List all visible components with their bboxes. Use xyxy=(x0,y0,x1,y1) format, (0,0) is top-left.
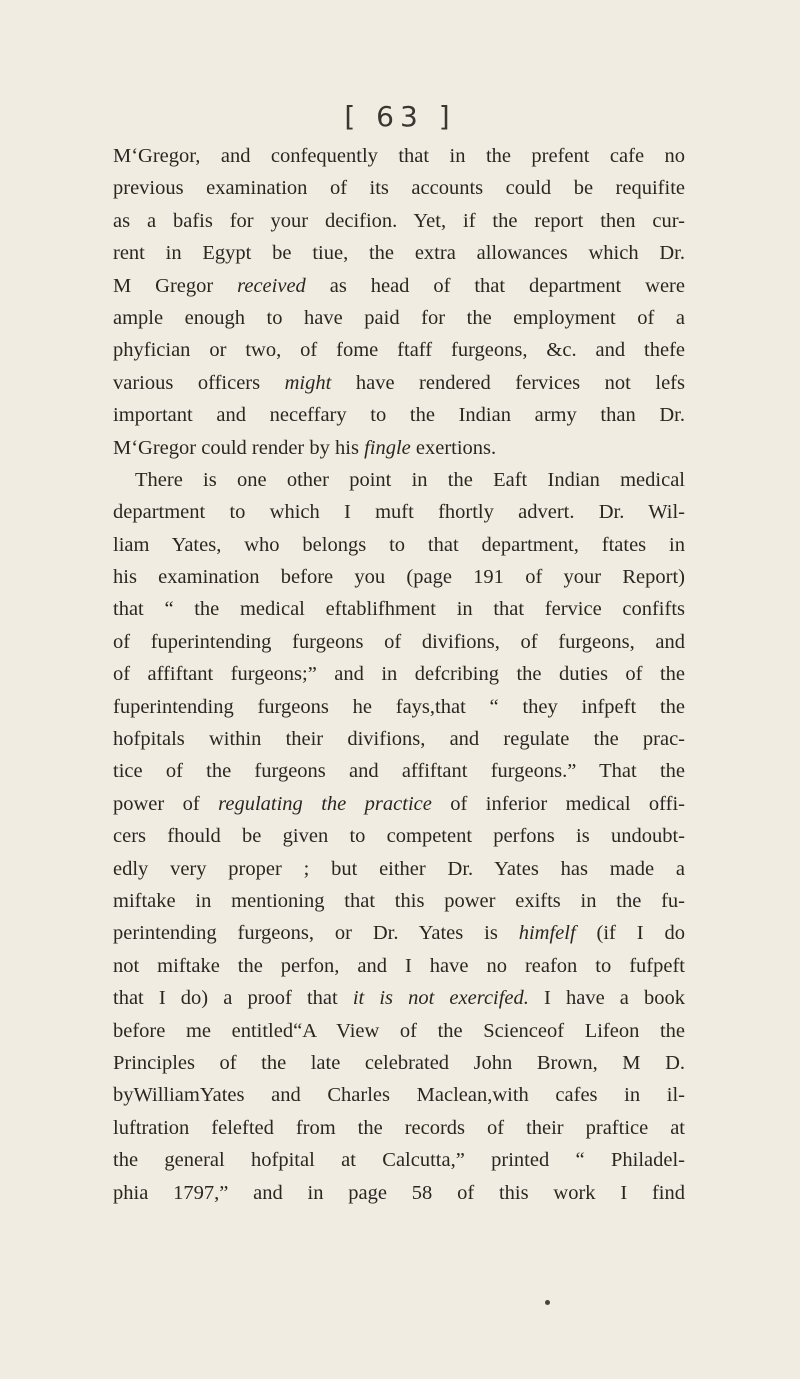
line-text: There is one other point in the Eaft Indian medical xyxy=(135,468,685,491)
text-line xyxy=(113,658,685,690)
italic-text: regulating the practice xyxy=(218,792,432,815)
line-text: luftration felefted from the records of their praftice at xyxy=(113,1116,685,1139)
line-text: as head of that department were xyxy=(305,274,685,297)
text-line xyxy=(113,237,685,269)
line-text: power of xyxy=(113,792,219,815)
italic-text: himfelf xyxy=(518,922,576,945)
line-text: previous examination of its accounts could be requifite xyxy=(113,177,685,200)
text-line xyxy=(113,464,685,496)
text-line xyxy=(113,561,685,593)
italic-text: received xyxy=(237,274,306,297)
line-text: tice of the furgeons and affiftant furgeons.” That the xyxy=(113,760,685,783)
line-text: ample enough to have paid for the employment of a xyxy=(113,306,685,329)
line-text: of fuperintending furgeons of divifions, of furgeons, and xyxy=(113,630,685,653)
text-line xyxy=(113,1047,685,1079)
ink-speck xyxy=(545,1300,550,1305)
line-text: I have a book xyxy=(528,987,686,1010)
line-text: edly very proper ; but either Dr. Yates has made a xyxy=(113,857,685,880)
text-line xyxy=(113,626,685,658)
text-line xyxy=(113,593,685,625)
line-text: before me entitled“A View of the Scienceof Lifeon the xyxy=(113,1019,685,1042)
line-text: of inferior medical offi- xyxy=(431,792,685,815)
text-line xyxy=(113,788,685,820)
line-text: that “ the medical eftablifhment in that fervice confifts xyxy=(113,598,685,621)
text-line xyxy=(113,140,685,172)
italic-text: fingle xyxy=(364,436,411,459)
text-line xyxy=(113,496,685,528)
line-text: the general hofpital at Calcutta,” printed “ Philadel- xyxy=(113,1149,685,1172)
text-line xyxy=(113,1177,685,1209)
line-text: as a bafis for your decifion. Yet, if the report then cur- xyxy=(113,209,685,232)
text-line xyxy=(113,723,685,755)
line-text: his examination before you (page 191 of your Report) xyxy=(113,566,685,589)
text-line xyxy=(113,691,685,723)
line-text: various officers xyxy=(113,371,285,394)
text-line xyxy=(113,1112,685,1144)
line-text: cers fhould be given to competent perfons is undoubt- xyxy=(113,825,685,848)
text-line xyxy=(113,302,685,334)
line-text: fuperintending furgeons he fays,that “ they infpeft the xyxy=(113,695,685,718)
text-line xyxy=(113,334,685,366)
text-line xyxy=(113,917,685,949)
line-text: department to which I muft fhortly advert. Dr. Wil- xyxy=(113,501,685,524)
body-text xyxy=(113,140,685,1209)
text-line xyxy=(113,1015,685,1047)
page-number: [ 63 ] xyxy=(344,100,456,133)
line-text: (if I do xyxy=(575,922,685,945)
text-line xyxy=(113,399,685,431)
line-text: not miftake the perfon, and I have no reafon to fufpeft xyxy=(113,954,685,977)
text-line xyxy=(113,853,685,885)
text-line xyxy=(113,885,685,917)
text-line xyxy=(113,1079,685,1111)
text-line xyxy=(113,950,685,982)
text-line xyxy=(113,367,685,399)
line-text: phia 1797,” and in page 58 of this work I find xyxy=(113,1181,685,1204)
line-text: Principles of the late celebrated John Brown, M D. xyxy=(113,1051,685,1074)
line-text: that I do) a proof that xyxy=(113,987,353,1010)
text-line xyxy=(113,432,685,464)
line-text: perintending furgeons, or Dr. Yates is xyxy=(113,922,519,945)
text-line xyxy=(113,755,685,787)
line-text: hofpitals within their divifions, and regulate the prac- xyxy=(113,728,685,751)
line-text: important and neceffary to the Indian army than Dr. xyxy=(113,404,685,427)
italic-text: might xyxy=(284,371,332,394)
line-text: of affiftant furgeons;” and in defcribing the duties of the xyxy=(113,663,685,686)
line-text: exertions. xyxy=(410,436,497,459)
italic-text: it is not exercifed. xyxy=(352,987,529,1010)
line-text: M‘Gregor could render by his xyxy=(113,436,365,459)
text-line xyxy=(113,172,685,204)
text-line xyxy=(113,982,685,1014)
line-text: rent in Egypt be tiue, the extra allowances which Dr. xyxy=(113,242,685,265)
line-text: liam Yates, who belongs to that department, ftates in xyxy=(113,533,685,556)
text-line xyxy=(113,205,685,237)
line-text: byWilliamYates and Charles Maclean,with cafes in il- xyxy=(113,1084,685,1107)
line-text: have rendered fervices not lefs xyxy=(331,371,685,394)
text-line xyxy=(113,270,685,302)
text-line xyxy=(113,529,685,561)
line-text: M‘Gregor, and confequently that in the prefent cafe no xyxy=(113,145,685,167)
line-text: M Gregor xyxy=(113,274,238,297)
line-text: phyfician or two, of fome ftaff furgeons, &c. and thefe xyxy=(113,339,685,362)
text-line xyxy=(113,820,685,852)
line-text: miftake in mentioning that this power exifts in the fu- xyxy=(113,889,685,912)
text-line xyxy=(113,1144,685,1176)
